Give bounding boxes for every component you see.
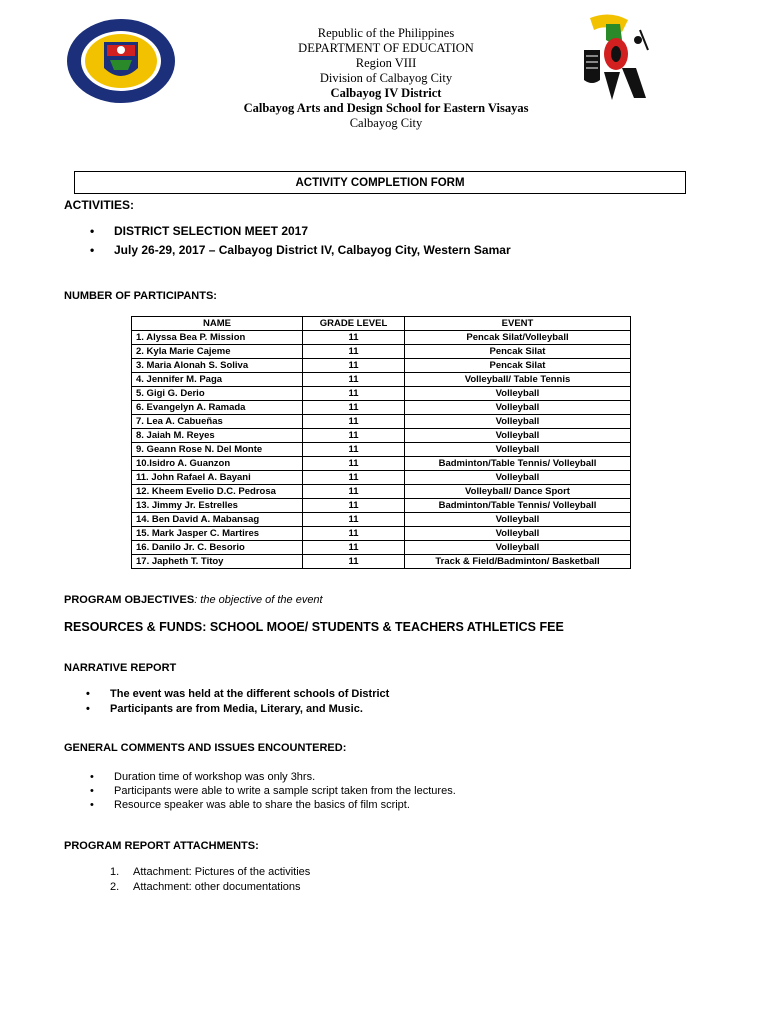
participant-grade: 11: [303, 541, 405, 555]
participant-event: Volleyball/ Table Tennis: [405, 373, 631, 387]
participant-grade: 11: [303, 331, 405, 345]
participant-grade: 11: [303, 457, 405, 471]
participant-event: Volleyball: [405, 541, 631, 555]
table-row: [132, 331, 631, 345]
column-header-name: NAME: [132, 317, 303, 331]
participant-event: Volleyball: [405, 429, 631, 443]
table-row: [132, 429, 631, 443]
participants-table: [131, 316, 631, 569]
activity-item-text: DISTRICT SELECTION MEET 2017: [114, 224, 309, 238]
participant-name: 3. Maria Alonah S. Soliva: [132, 359, 303, 373]
participants-label: NUMBER OF PARTICIPANTS:: [64, 290, 217, 302]
participant-grade: 11: [303, 345, 405, 359]
comment-item: [90, 785, 456, 797]
participant-grade: 11: [303, 415, 405, 429]
table-row: [132, 415, 631, 429]
participant-grade: 11: [303, 443, 405, 457]
activity-item: [90, 224, 309, 238]
comment-item-text: Resource speaker was able to share the basics of film script.: [114, 799, 410, 811]
letterhead-line-1: Republic of the Philippines: [317, 26, 455, 40]
participant-grade: 11: [303, 527, 405, 541]
table-row: [132, 387, 631, 401]
participant-name: 17. Japheth T. Titoy: [132, 555, 303, 569]
table-row: [132, 345, 631, 359]
participant-grade: 11: [303, 359, 405, 373]
table-row: [132, 443, 631, 457]
participant-name: 16. Danilo Jr. C. Besorio: [132, 541, 303, 555]
participant-name: 15. Mark Jasper C. Martires: [132, 527, 303, 541]
activity-item: [90, 243, 511, 257]
bullet-icon: •: [90, 771, 94, 783]
participant-event: Badminton/Table Tennis/ Volleyball: [405, 499, 631, 513]
participant-event: Volleyball: [405, 443, 631, 457]
participant-name: 2. Kyla Marie Cajeme: [132, 345, 303, 359]
narrative-label: NARRATIVE REPORT: [64, 662, 177, 674]
bullet-icon: •: [90, 785, 94, 797]
letterhead-line-6: Calbayog Arts and Design School for Eastern Visayas: [243, 101, 529, 115]
program-objectives: [64, 594, 323, 606]
participant-grade: 11: [303, 513, 405, 527]
participant-name: 10.Isidro A. Guanzon: [132, 457, 303, 471]
school-logo: [576, 10, 656, 110]
resources-funds: RESOURCES & FUNDS: SCHOOL MOOE/ STUDENTS & TEACHERS ATHLETICS FEE: [64, 620, 564, 634]
participant-event: Pencak Silat/Volleyball: [405, 331, 631, 345]
participant-event: Volleyball: [405, 401, 631, 415]
activities-label: ACTIVITIES:: [64, 198, 135, 212]
division-seal-logo: [66, 18, 176, 104]
participant-grade: 11: [303, 373, 405, 387]
table-row: [132, 499, 631, 513]
form-title: ACTIVITY COMPLETION FORM: [74, 171, 686, 194]
comment-item-text: Duration time of workshop was only 3hrs.: [114, 771, 316, 783]
attachments-label: PROGRAM REPORT ATTACHMENTS:: [64, 840, 259, 852]
participant-grade: 11: [303, 555, 405, 569]
participant-grade: 11: [303, 401, 405, 415]
participant-name: 11. John Rafael A. Bayani: [132, 471, 303, 485]
attachment-number: 1.: [110, 866, 120, 878]
attachment-text: Attachment: Pictures of the activities: [133, 866, 311, 878]
narrative-item-text: Participants are from Media, Literary, and Music.: [110, 703, 363, 715]
narrative-item-text: The event was held at the different schools of District: [110, 688, 390, 700]
bullet-icon: •: [86, 703, 90, 715]
narrative-item: [86, 703, 363, 715]
participant-name: 7. Lea A. Cabueñas: [132, 415, 303, 429]
bullet-icon: •: [90, 224, 95, 238]
participant-name: 13. Jimmy Jr. Estrelles: [132, 499, 303, 513]
letterhead-line-4: Division of Calbayog City: [319, 71, 453, 85]
participant-event: Track & Field/Badminton/ Basketball: [405, 555, 631, 569]
attachment-text: Attachment: other documentations: [133, 881, 301, 893]
letterhead: [200, 26, 572, 131]
participant-name: 8. Jaiah M. Reyes: [132, 429, 303, 443]
column-header-event: EVENT: [405, 317, 631, 331]
table-row: [132, 527, 631, 541]
participant-grade: 11: [303, 485, 405, 499]
column-header-grade: GRADE LEVEL: [303, 317, 405, 331]
participant-name: 1. Alyssa Bea P. Mission: [132, 331, 303, 345]
bullet-icon: •: [86, 688, 90, 700]
participant-grade: 11: [303, 387, 405, 401]
table-row: [132, 541, 631, 555]
bullet-icon: •: [90, 243, 95, 257]
narrative-item: [86, 688, 390, 700]
letterhead-line-5: Calbayog IV District: [330, 86, 442, 100]
participant-grade: 11: [303, 471, 405, 485]
letterhead-line-7: Calbayog City: [349, 116, 423, 130]
participant-grade: 11: [303, 429, 405, 443]
program-objectives-value: : the objective of the event: [194, 594, 323, 606]
participant-grade: 11: [303, 499, 405, 513]
letterhead-line-3: Region VIII: [355, 56, 417, 70]
activity-item-text: July 26-29, 2017 – Calbayog District IV, Calbayog City, Western Samar: [114, 243, 511, 257]
table-row: [132, 457, 631, 471]
table-row: [132, 373, 631, 387]
participant-event: Volleyball: [405, 471, 631, 485]
table-row: [132, 485, 631, 499]
comment-item: [90, 799, 410, 811]
table-row: [132, 555, 631, 569]
bullet-icon: •: [90, 799, 94, 811]
attachment-number: 2.: [110, 881, 120, 893]
table-header-row: [132, 317, 631, 331]
participant-name: 5. Gigi G. Derio: [132, 387, 303, 401]
participant-event: Pencak Silat: [405, 345, 631, 359]
comment-item: [90, 771, 316, 783]
program-objectives-label: PROGRAM OBJECTIVES: [64, 594, 195, 606]
comments-label: GENERAL COMMENTS AND ISSUES ENCOUNTERED:: [64, 742, 347, 754]
participant-name: 9. Geann Rose N. Del Monte: [132, 443, 303, 457]
table-row: [132, 513, 631, 527]
attachment-item: [110, 881, 301, 893]
participant-name: 4. Jennifer M. Paga: [132, 373, 303, 387]
table-row: [132, 359, 631, 373]
table-row: [132, 471, 631, 485]
participant-event: Pencak Silat: [405, 359, 631, 373]
participant-event: Volleyball: [405, 387, 631, 401]
letterhead-line-2: DEPARTMENT OF EDUCATION: [298, 41, 474, 55]
participant-event: Volleyball: [405, 415, 631, 429]
participant-event: Badminton/Table Tennis/ Volleyball: [405, 457, 631, 471]
participant-event: Volleyball/ Dance Sport: [405, 485, 631, 499]
attachment-item: [110, 866, 311, 878]
comment-item-text: Participants were able to write a sample script taken from the lectures.: [114, 785, 456, 797]
participant-event: Volleyball: [405, 513, 631, 527]
participant-name: 6. Evangelyn A. Ramada: [132, 401, 303, 415]
table-row: [132, 401, 631, 415]
participant-name: 12. Kheem Evelio D.C. Pedrosa: [132, 485, 303, 499]
participant-event: Volleyball: [405, 527, 631, 541]
participant-name: 14. Ben David A. Mabansag: [132, 513, 303, 527]
